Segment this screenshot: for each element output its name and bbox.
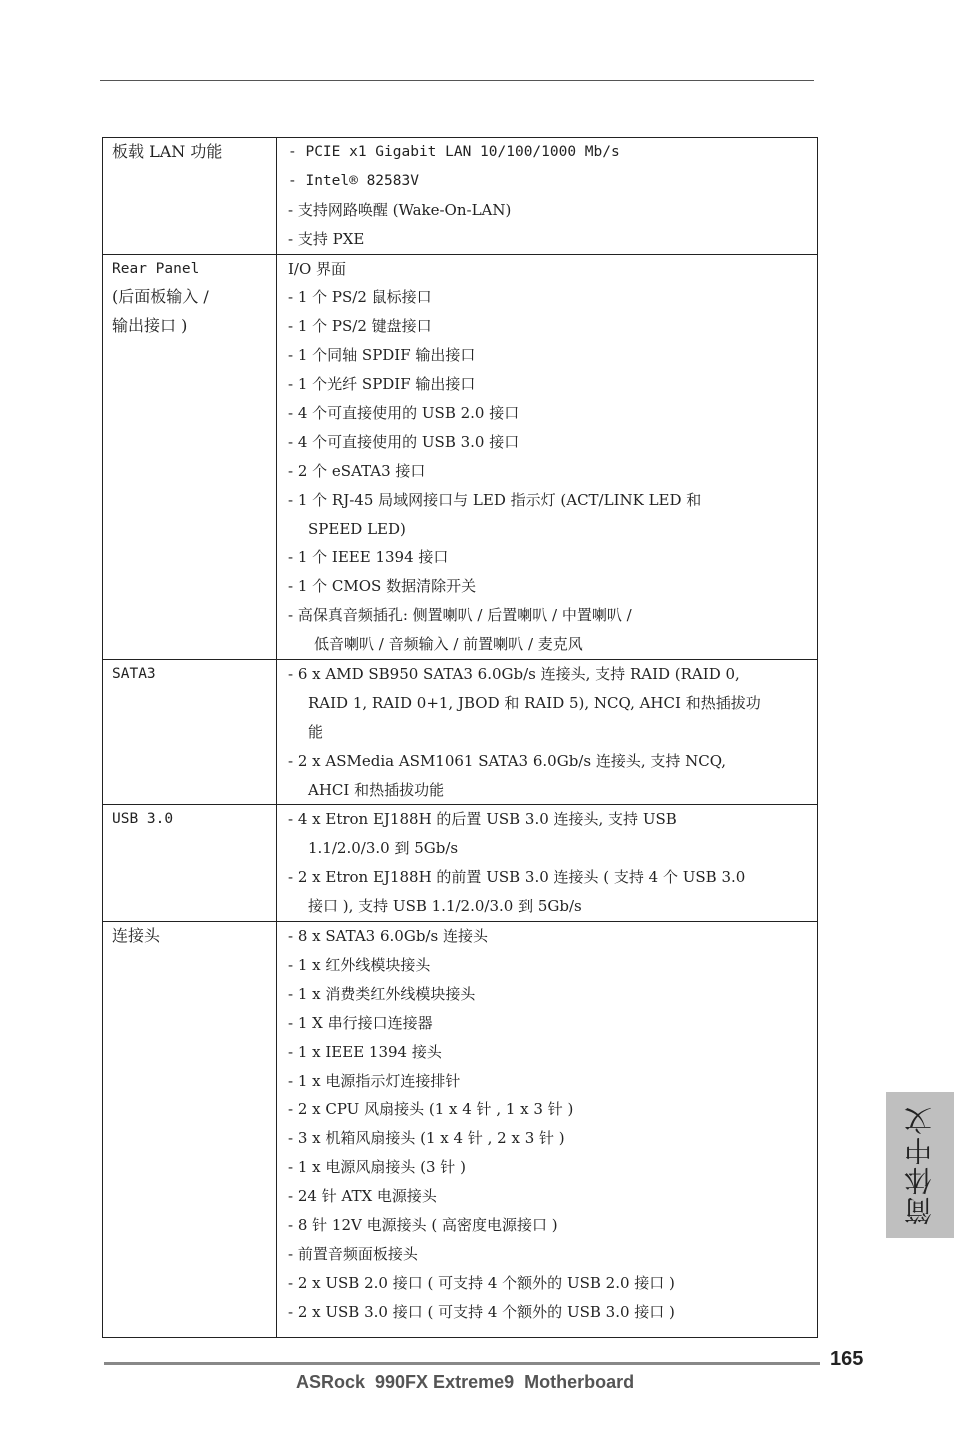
side-tab-label: 简体中文 bbox=[903, 1105, 936, 1225]
row-content bbox=[277, 805, 818, 922]
row-content bbox=[277, 660, 818, 805]
row-content bbox=[277, 138, 818, 255]
spec-line: - 24 针 ATX 电源接头 bbox=[288, 1187, 437, 1206]
spec-line: - 2 x USB 2.0 接口 ( 可支持 4 个额外的 USB 2.0 接口 ) bbox=[288, 1273, 675, 1292]
label-line: 板载 LAN 功能 bbox=[112, 142, 223, 161]
spec-line: - 1 个 CMOS 数据清除开关 bbox=[288, 577, 477, 596]
spec-line: RAID 1, RAID 0+1, JBOD 和 RAID 5), NCQ, AHCI 和热插拔功 bbox=[308, 693, 761, 712]
label-line: Rear Panel bbox=[112, 260, 200, 277]
spec-line: - 2 个 eSATA3 接口 bbox=[288, 461, 426, 480]
spec-line: - 前置音频面板接头 bbox=[288, 1244, 418, 1263]
spec-line: - 1 x 红外线模块接头 bbox=[288, 955, 431, 974]
bottom-rule bbox=[104, 1362, 820, 1365]
spec-line: - 1 x 电源风扇接头 (3 针 ) bbox=[288, 1158, 466, 1177]
row-spacer bbox=[288, 1327, 817, 1337]
spec-line: - 1 个光纤 SPDIF 输出接口 bbox=[288, 375, 476, 394]
spec-line: I/O 界面 bbox=[288, 259, 347, 278]
spec-line: - 支持网路唤醒 (Wake-On-LAN) bbox=[288, 200, 512, 219]
spec-line: - 4 个可直接使用的 USB 3.0 接口 bbox=[288, 432, 520, 451]
spec-line: - PCIE x1 Gigabit LAN 10/100/1000 Mb/s bbox=[288, 144, 620, 160]
spec-line: - 2 x Etron EJ188H 的前置 USB 3.0 连接头 ( 支持 4 个 USB 3.0 bbox=[288, 868, 746, 887]
label-line: (后面板输入 / bbox=[112, 287, 209, 307]
spec-line: - 1 个 PS/2 键盘接口 bbox=[288, 317, 432, 336]
spec-line: - 2 x CPU 风扇接头 (1 x 4 针 , 1 x 3 针 ) bbox=[288, 1100, 574, 1119]
label-line: 输出接口 ) bbox=[112, 316, 188, 336]
row-content bbox=[277, 922, 818, 1337]
row-label bbox=[103, 805, 277, 922]
page-number: 165 bbox=[830, 1348, 864, 1370]
spec-line: AHCI 和热插拔功能 bbox=[308, 780, 445, 799]
spec-line: - 1 x IEEE 1394 接头 bbox=[288, 1042, 442, 1061]
row-label bbox=[103, 138, 277, 255]
spec-line: - 1 x 电源指示灯连接排针 bbox=[288, 1071, 461, 1090]
row-label bbox=[103, 254, 277, 659]
label-line: USB 3.0 bbox=[112, 811, 174, 828]
spec-line: 1.1/2.0/3.0 到 5Gb/s bbox=[308, 839, 459, 858]
spec-line: - 4 个可直接使用的 USB 2.0 接口 bbox=[288, 404, 520, 423]
spec-line: - 8 针 12V 电源接头 ( 高密度电源接口 ) bbox=[288, 1215, 558, 1234]
spec-line: - 8 x SATA3 6.0Gb/s 连接头 bbox=[288, 927, 488, 946]
top-rule bbox=[100, 80, 814, 81]
spec-line: - 3 x 机箱风扇接头 (1 x 4 针 , 2 x 3 针 ) bbox=[288, 1129, 565, 1148]
spec-line: - 1 X 串行接口连接器 bbox=[288, 1013, 433, 1032]
spec-line: - 1 个 PS/2 鼠标接口 bbox=[288, 288, 432, 307]
label-line: 连接头 bbox=[112, 926, 161, 946]
language-side-tab bbox=[886, 1092, 954, 1238]
label-line: SATA3 bbox=[112, 666, 156, 683]
spec-line: 接口 ), 支持 USB 1.1/2.0/3.0 到 5Gb/s bbox=[308, 897, 582, 916]
spec-line: - 2 x ASMedia ASM1061 SATA3 6.0Gb/s 连接头, 支持 NCQ, bbox=[288, 751, 727, 770]
spec-line: - 1 个 RJ-45 局域网接口与 LED 指示灯 (ACT/LINK LED 和 bbox=[288, 490, 702, 509]
row-label bbox=[103, 922, 277, 1337]
spec-line: - 1 个 IEEE 1394 接口 bbox=[288, 548, 449, 567]
table-row bbox=[103, 922, 818, 1337]
spec-line: - 4 x Etron EJ188H 的后置 USB 3.0 连接头, 支持 USB bbox=[288, 810, 677, 829]
table-row bbox=[103, 805, 818, 922]
spec-line: - 支持 PXE bbox=[288, 229, 365, 248]
table-row bbox=[103, 254, 818, 659]
row-content bbox=[277, 254, 818, 659]
spec-line: - 2 x USB 3.0 接口 ( 可支持 4 个额外的 USB 3.0 接口 ) bbox=[288, 1302, 675, 1321]
spec-line: - Intel® 82583V bbox=[288, 172, 419, 189]
spec-line: - 1 个同轴 SPDIF 输出接口 bbox=[288, 346, 476, 365]
spec-line: - 高保真音频插孔: 侧置喇叭 / 后置喇叭 / 中置喇叭 / bbox=[288, 606, 632, 625]
spec-table bbox=[102, 137, 818, 1338]
footer-title: ASRock 990FX Extreme9 Motherboard bbox=[296, 1372, 635, 1392]
row-label bbox=[103, 660, 277, 805]
spec-line: SPEED LED) bbox=[308, 519, 406, 538]
spec-line: 能 bbox=[308, 722, 324, 741]
spec-line: 低音喇叭 / 音频输入 / 前置喇叭 / 麦克风 bbox=[314, 635, 583, 654]
table-row bbox=[103, 660, 818, 805]
spec-line: - 1 x 消费类红外线模块接头 bbox=[288, 984, 476, 1003]
spec-line: - 6 x AMD SB950 SATA3 6.0Gb/s 连接头, 支持 RAID (RAID 0, bbox=[288, 665, 740, 684]
table-row bbox=[103, 138, 818, 255]
